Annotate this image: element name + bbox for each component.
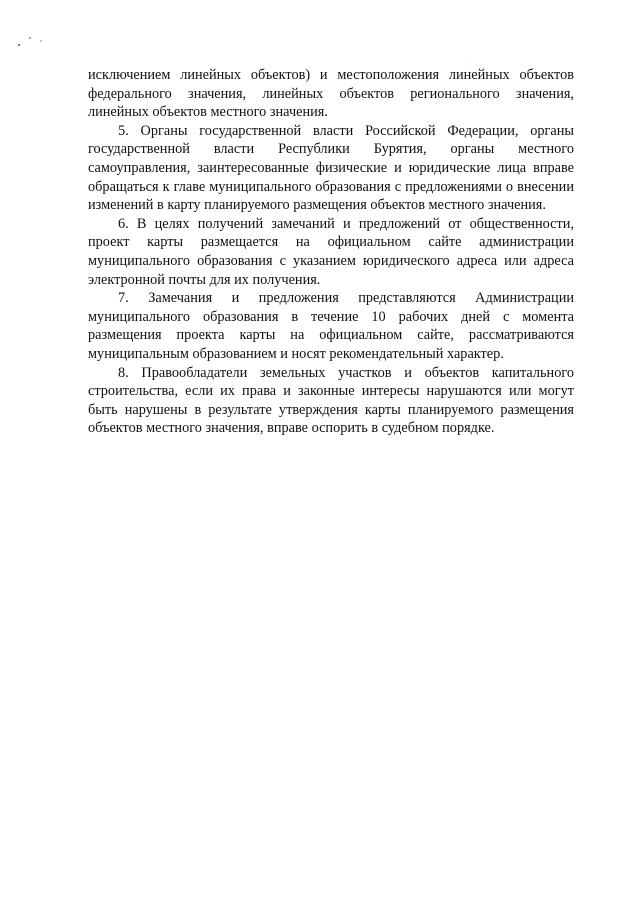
paragraph-5: 5. Органы государственной власти Российской Федерации, органы государственной власти Республики Бурятия, органы местного самоуправления, заинтересованные физические и юридические лица вправе обращаться к главе муниципального образования с предложениями о внесении изменений в карту планируемого размещения объектов местного значения. [88,122,574,214]
paragraph-continuation: исключением линейных объектов) и местоположения линейных объектов федерального значения, линейных объектов регионального значения, линейных объектов местного значения. [88,67,574,121]
paragraph-8: 8. Правообладатели земельных участков и объектов капитального строительства, если их права и законные интересы нарушаются или могут быть нарушены в результате утверждения карты планируемого размещения объектов местного значения, вправе оспорить в судебном порядке. [88,364,574,437]
paragraph-7: 7. Замечания и предложения представляются Администрации муниципального образования в течение 10 рабочих дней с момента размещения проекта карты на официальном сайте, рассматриваются муниципальным образованием и носят рекомендательный характер. [88,290,574,362]
paragraph-6: 6. В целях получений замечаний и предложений от общественности, проект карты размещается на официальном сайте администрации муниципального образования с указанием юридического адреса или адреса электронной почты для их получения. [88,215,574,288]
document-body [88,66,574,438]
